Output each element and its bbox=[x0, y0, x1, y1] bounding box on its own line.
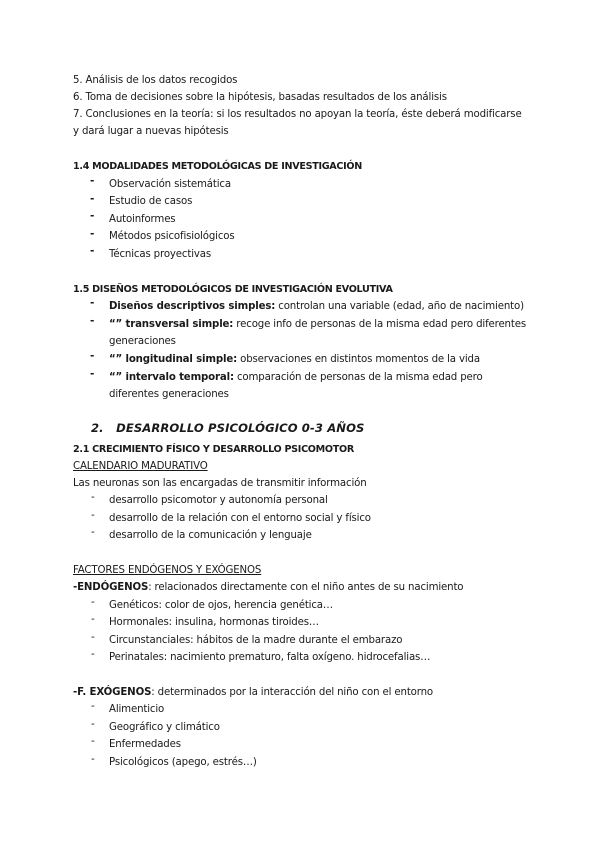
design-name: “” longitudinal simple: bbox=[109, 354, 238, 365]
heading-1-5: 1.5 DISEÑOS METODOLÓGICOS DE INVESTIGACIÓN EVOLUTIVA bbox=[73, 284, 393, 295]
bullet-dash: - bbox=[90, 175, 95, 187]
design-description: controlan una variable (edad, año de nacimiento) bbox=[275, 301, 524, 312]
step-7: 7. Conclusiones en la teoría: si los resultados no apoyan la teoría, éste deberá modificarse bbox=[73, 109, 522, 120]
heading-2-1: 2.1 CRECIMIENTO FÍSICO Y DESARROLLO PSICOMOTOR bbox=[73, 444, 354, 455]
section-title-text: DESARROLLO PSICOLÓGICO 0-3 AÑOS bbox=[116, 421, 365, 435]
list-item: Estudio de casos bbox=[109, 196, 193, 207]
step-6: 6. Toma de decisiones sobre la hipótesis, basadas resultados de los análisis bbox=[73, 92, 447, 103]
bullet-dash: - bbox=[90, 315, 95, 327]
list-item: Autoinformes bbox=[109, 214, 176, 225]
list-item: Técnicas proyectivas bbox=[109, 249, 212, 260]
list-item: Genéticos: color de ojos, herencia genética… bbox=[109, 600, 333, 611]
endogenous-text: : relacionados directamente con el niño antes de su nacimiento bbox=[148, 582, 464, 593]
design-description: observaciones en distintos momentos de la vida bbox=[237, 354, 480, 365]
list-item: Enfermedades bbox=[109, 739, 181, 750]
list-item: Métodos psicofisiológicos bbox=[109, 231, 235, 242]
endogenous-label: -ENDÓGENOS bbox=[73, 582, 149, 593]
bullet-dash: - bbox=[90, 368, 95, 380]
list-item: desarrollo de la comunicación y lenguaje bbox=[109, 530, 312, 541]
bullet-dash: - bbox=[91, 509, 95, 521]
list-item: Observación sistemática bbox=[109, 179, 231, 190]
exogenous-label: -F. EXÓGENOS bbox=[73, 687, 152, 698]
bullet-dash: - bbox=[90, 245, 95, 257]
list-item bbox=[109, 369, 483, 386]
list-item: Hormonales: insulina, hormonas tiroides… bbox=[109, 617, 319, 628]
bullet-dash: - bbox=[91, 613, 95, 625]
list-item: desarrollo de la relación con el entorno social y físico bbox=[109, 513, 371, 524]
list-item bbox=[109, 298, 524, 315]
design-name: “” intervalo temporal: bbox=[109, 372, 234, 383]
bullet-dash: - bbox=[90, 210, 95, 222]
bullet-dash: - bbox=[90, 350, 95, 362]
bullet-dash: - bbox=[90, 297, 95, 309]
factors-title: FACTORES ENDÓGENOS Y EXÓGENOS bbox=[73, 565, 262, 576]
bullet-dash: - bbox=[91, 491, 95, 503]
list-item: Perinatales: nacimiento prematuro, falta oxígeno. hidrocefalias… bbox=[109, 652, 431, 663]
list-item: Circunstanciales: hábitos de la madre durante el embarazo bbox=[109, 635, 403, 646]
list-item-continuation: diferentes generaciones bbox=[109, 389, 229, 400]
bullet-dash: - bbox=[91, 631, 95, 643]
step-7-continuation: y dará lugar a nuevas hipótesis bbox=[73, 126, 229, 137]
bullet-dash: - bbox=[90, 228, 95, 240]
bullet-dash: - bbox=[91, 526, 95, 538]
step-5: 5. Análisis de los datos recogidos bbox=[73, 75, 238, 86]
list-item bbox=[109, 316, 526, 333]
exogenous-line bbox=[73, 684, 433, 701]
heading-1-4: 1.4 MODALIDADES METODOLÓGICAS DE INVESTIGACIÓN bbox=[73, 161, 363, 172]
list-item: Alimenticio bbox=[109, 704, 165, 715]
list-item bbox=[109, 351, 480, 368]
design-description: recoge info de personas de la misma edad pero diferentes bbox=[233, 319, 526, 330]
list-item-continuation: generaciones bbox=[109, 336, 176, 347]
bullet-dash: - bbox=[91, 596, 95, 608]
list-item: Psicológicos (apego, estrés…) bbox=[109, 757, 257, 768]
endogenous-line bbox=[73, 579, 463, 596]
design-name: “” transversal simple: bbox=[109, 319, 234, 330]
bullet-dash: - bbox=[91, 753, 95, 765]
bullet-dash: - bbox=[91, 718, 95, 730]
bullet-dash: - bbox=[91, 735, 95, 747]
list-item: Geográfico y climático bbox=[109, 722, 220, 733]
bullet-dash: - bbox=[91, 648, 95, 660]
calendar-title: CALENDARIO MADURATIVO bbox=[73, 461, 208, 472]
design-name: Diseños descriptivos simples: bbox=[109, 301, 276, 312]
list-item: desarrollo psicomotor y autonomía personal bbox=[109, 495, 328, 506]
exogenous-text: : determinados por la interacción del niño con el entorno bbox=[151, 687, 434, 698]
section-2-title bbox=[91, 420, 364, 437]
section-number: 2. bbox=[91, 421, 104, 435]
calendar-intro: Las neuronas son las encargadas de transmitir información bbox=[73, 478, 367, 489]
design-description: comparación de personas de la misma edad pero bbox=[233, 372, 483, 383]
bullet-dash: - bbox=[91, 700, 95, 712]
bullet-dash: - bbox=[90, 193, 95, 205]
